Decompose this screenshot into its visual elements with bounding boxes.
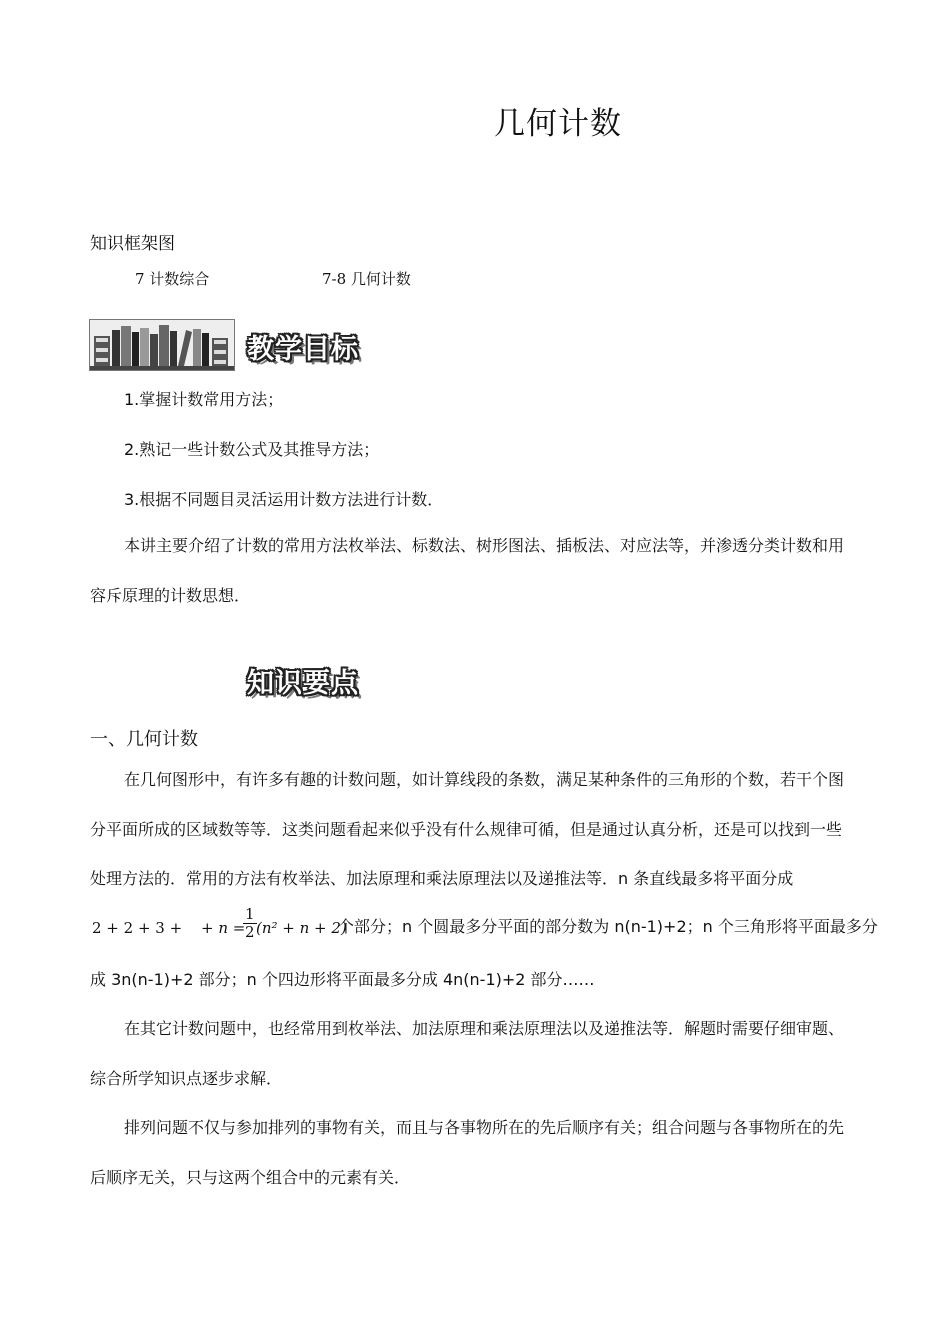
intro-line-2: 容斥原理的计数思想． bbox=[90, 586, 251, 605]
books-icon bbox=[90, 320, 234, 370]
goal-item-3: 3.根据不同题目灵活运用计数方法进行计数． bbox=[124, 490, 444, 509]
formula-equals: + n = bbox=[201, 919, 246, 937]
p2-line-2: 综合所学知识点逐步求解． bbox=[90, 1069, 283, 1088]
page-title: 几何计数 bbox=[494, 106, 622, 142]
formula-right: (n² + n + 2) bbox=[256, 919, 347, 937]
p1-line-1: 在几何图形中，有许多有趣的计数问题，如计算线段的条数，满足某种条件的三角形的个数，若干个图 bbox=[124, 770, 845, 789]
points-banner: 知识要点 bbox=[247, 668, 359, 699]
goal-item-1: 1.掌握计数常用方法； bbox=[124, 390, 284, 409]
p1-line-4: 个部分；n 个圆最多分平面的部分数为 n(n-1)+2；n 个三角形将平面最多分 bbox=[338, 917, 878, 936]
books-illustration bbox=[89, 319, 235, 371]
fraction-denominator: 2 bbox=[245, 923, 255, 941]
fraction-numerator: 1 bbox=[245, 905, 255, 923]
section-1-heading: 一、几何计数 bbox=[90, 729, 198, 750]
p1-line-2: 分平面所成的区域数等等．这类问题看起来似乎没有什么规律可循，但是通过认真分析，还是可以找到一些 bbox=[90, 820, 843, 839]
p1-line-3: 处理方法的．常用的方法有枚举法、加法原理和乘法原理法以及递推法等．n 条直线最多将平面分成 bbox=[90, 869, 794, 888]
framework-item-2: 7-8 几何计数 bbox=[322, 270, 411, 288]
framework-item-1: 7 计数综合 bbox=[135, 270, 210, 288]
goal-item-2: 2.熟记一些计数公式及其推导方法； bbox=[124, 440, 380, 459]
p3-line-1: 排列问题不仅与参加排列的事物有关，而且与各事物所在的先后顺序有关；组合问题与各事物所在的先 bbox=[124, 1118, 845, 1137]
formula-left bbox=[92, 918, 182, 937]
formula-sum: 2 + 2 + 3 + bbox=[92, 919, 183, 937]
goals-banner: 教学目标 bbox=[247, 334, 359, 365]
p1-line-5: 成 3n(n-1)+2 部分；n 个四边形将平面最多分成 4n(n-1)+2 部分…… bbox=[90, 970, 595, 989]
formula-fraction bbox=[243, 906, 257, 941]
p2-line-1: 在其它计数问题中，也经常用到枚举法、加法原理和乘法原理法以及递推法等．解题时需要仔细审题、 bbox=[124, 1019, 845, 1038]
intro-line-1: 本讲主要介绍了计数的常用方法枚举法、标数法、树形图法、插板法、对应法等，并渗透分类计数和用 bbox=[124, 536, 845, 555]
p3-line-2: 后顺序无关，只与这两个组合中的元素有关． bbox=[90, 1168, 411, 1187]
framework-heading: 知识框架图 bbox=[90, 234, 175, 254]
